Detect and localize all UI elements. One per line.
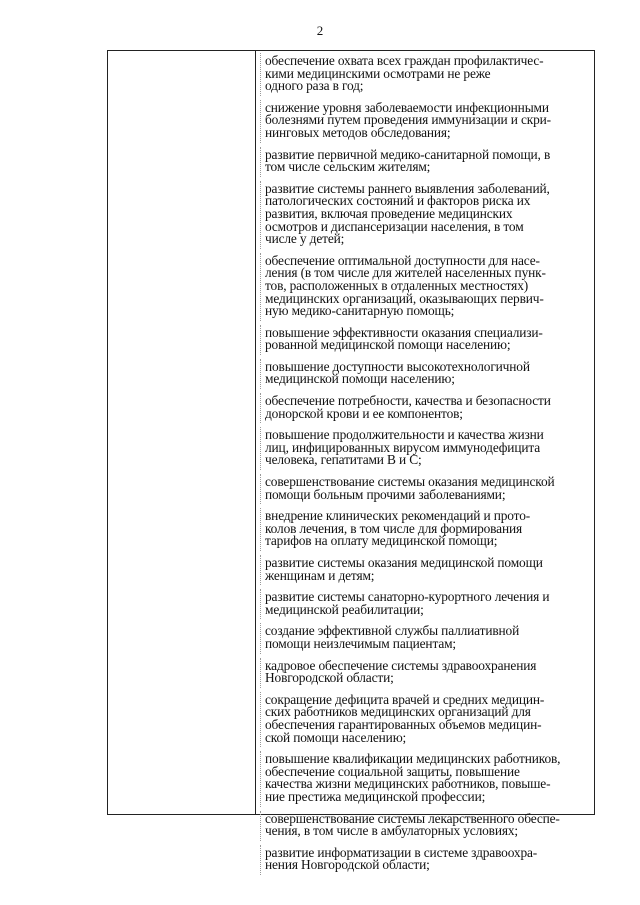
goal-item-line: том числе сельским жителям; (265, 159, 431, 175)
goal-item (256, 179, 594, 251)
goal-item-line: повышение доступности высокотехнологичной (265, 358, 530, 374)
goal-item (256, 690, 594, 749)
goal-item (256, 391, 594, 425)
goal-item-line: рованной медицинской помощи населению; (265, 337, 511, 353)
goal-item-line: помощи неизлечимым пациентам; (265, 635, 457, 651)
goal-item-line: совершенствование системы лекарственного обеспе- (265, 810, 560, 826)
page-number: 2 (316, 23, 324, 38)
goal-item (256, 251, 594, 323)
goal-item-line: чения, в том числе в амбулаторных условиях; (265, 823, 518, 839)
goal-item-line: помощи больным прочими заболеваниями; (265, 486, 506, 502)
goal-item (256, 621, 594, 655)
goal-item-line: ских работников медицинских организаций для (265, 704, 531, 720)
goal-item-line: осмотров и диспансеризации населения, в том (265, 218, 524, 234)
goal-item (256, 51, 594, 98)
goal-item-line: лиц, инфицированных вирусом иммунодефицита (265, 439, 541, 455)
goal-item (256, 506, 594, 553)
goal-item-line: сокращение дефицита врачей и средних медицин- (265, 691, 545, 707)
goal-item-line: развитие первичной медико-санитарной помощи, в (265, 146, 551, 162)
goal-item-line: развитие информатизации в системе здравоохра- (265, 844, 538, 860)
goal-item-line: ления (в том числе для жителей населенных пунк- (265, 265, 546, 281)
goal-item-line: патологических состояний и факторов риска их (265, 193, 531, 209)
goal-item-line: обеспечение социальной защиты, повышение (265, 763, 520, 779)
goal-item-line: повышение продолжительности и качества жизни (265, 427, 544, 443)
goal-item-line: болезнями путем проведения иммунизации и скри- (265, 112, 551, 128)
goal-item-line: обеспечение охвата всех граждан профилактичес- (265, 53, 544, 68)
goal-item-line: совершенствование системы оказания медицинской (265, 474, 555, 490)
goal-item-line: человека, гепатитами В и С; (265, 452, 422, 468)
table-right-column (256, 51, 594, 873)
goal-item (256, 656, 594, 690)
goal-item-line: медицинской реабилитации; (265, 601, 424, 617)
goal-item-line: медицинских организаций, оказывающих первич- (265, 290, 544, 306)
goal-item (256, 843, 594, 877)
goal-item-line: тарифов на оплату медицинской помощи; (265, 533, 498, 549)
goal-item (256, 809, 594, 843)
goal-item (256, 587, 594, 621)
goal-item-line: тов, расположенных в отдаленных местностях) (265, 277, 529, 293)
goal-item-line: обеспечения гарантированных объемов медицин- (265, 716, 542, 732)
goal-item-line: развитие системы раннего выявления заболеваний, (265, 180, 550, 196)
goal-item-line: снижение уровня заболеваемости инфекционными (265, 99, 549, 115)
goal-item (256, 553, 594, 587)
goal-item (256, 357, 594, 391)
goal-item (256, 323, 594, 357)
goal-item-line: медицинской помощи населению; (265, 371, 455, 387)
goal-item-line: одного раза в год; (265, 78, 364, 94)
goal-item-line: донорской крови и ее компонентов; (265, 405, 463, 421)
goal-item-line: повышение эффективности оказания специализи- (265, 324, 543, 340)
goal-item-line: числе у детей; (265, 231, 345, 247)
goal-item-line: Новгородской области; (265, 670, 394, 686)
goal-item-line: кадровое обеспечение системы здравоохранения (265, 657, 537, 673)
goal-item-line: ную медико-санитарную помощь; (265, 303, 455, 319)
goal-item-line: нения Новгородской области; (265, 857, 430, 873)
goal-item-line: создание эффективной службы паллиативной (265, 623, 520, 639)
goal-item (256, 749, 594, 808)
goal-item-line: качества жизни медицинских работников, повыше- (265, 776, 551, 792)
goal-item-line: ние престижа медицинской профессии; (265, 788, 486, 804)
goal-item-line: нинговых методов обследования; (265, 124, 451, 140)
goal-item-line: женщинам и детям; (265, 567, 375, 583)
goal-item-line: развитие системы оказания медицинской помощи (265, 555, 543, 570)
goal-item-line: ской помощи населению; (265, 729, 407, 745)
goal-item-line: обеспечение потребности, качества и безопасности (265, 393, 551, 409)
goal-item-line: колов лечения, в том числе для формирования (265, 520, 523, 536)
goal-item-line: внедрение клинических рекомендаций и прото- (265, 508, 531, 524)
goal-item-line: развития, включая проведение медицинских (265, 205, 513, 221)
goal-item-line: обеспечение оптимальной доступности для насе- (265, 252, 540, 268)
goal-item-line: повышение квалификации медицинских работников, (265, 751, 561, 767)
goal-item-line: развитие системы санаторно-курортного лечения и (265, 589, 550, 605)
goal-item (256, 145, 594, 179)
goal-item (256, 472, 594, 506)
table-left-column (108, 51, 256, 814)
goals-table (107, 50, 595, 873)
goal-item-line: кими медицинскими осмотрами не реже (265, 65, 491, 81)
goal-item (256, 425, 594, 472)
goal-item (256, 98, 594, 145)
